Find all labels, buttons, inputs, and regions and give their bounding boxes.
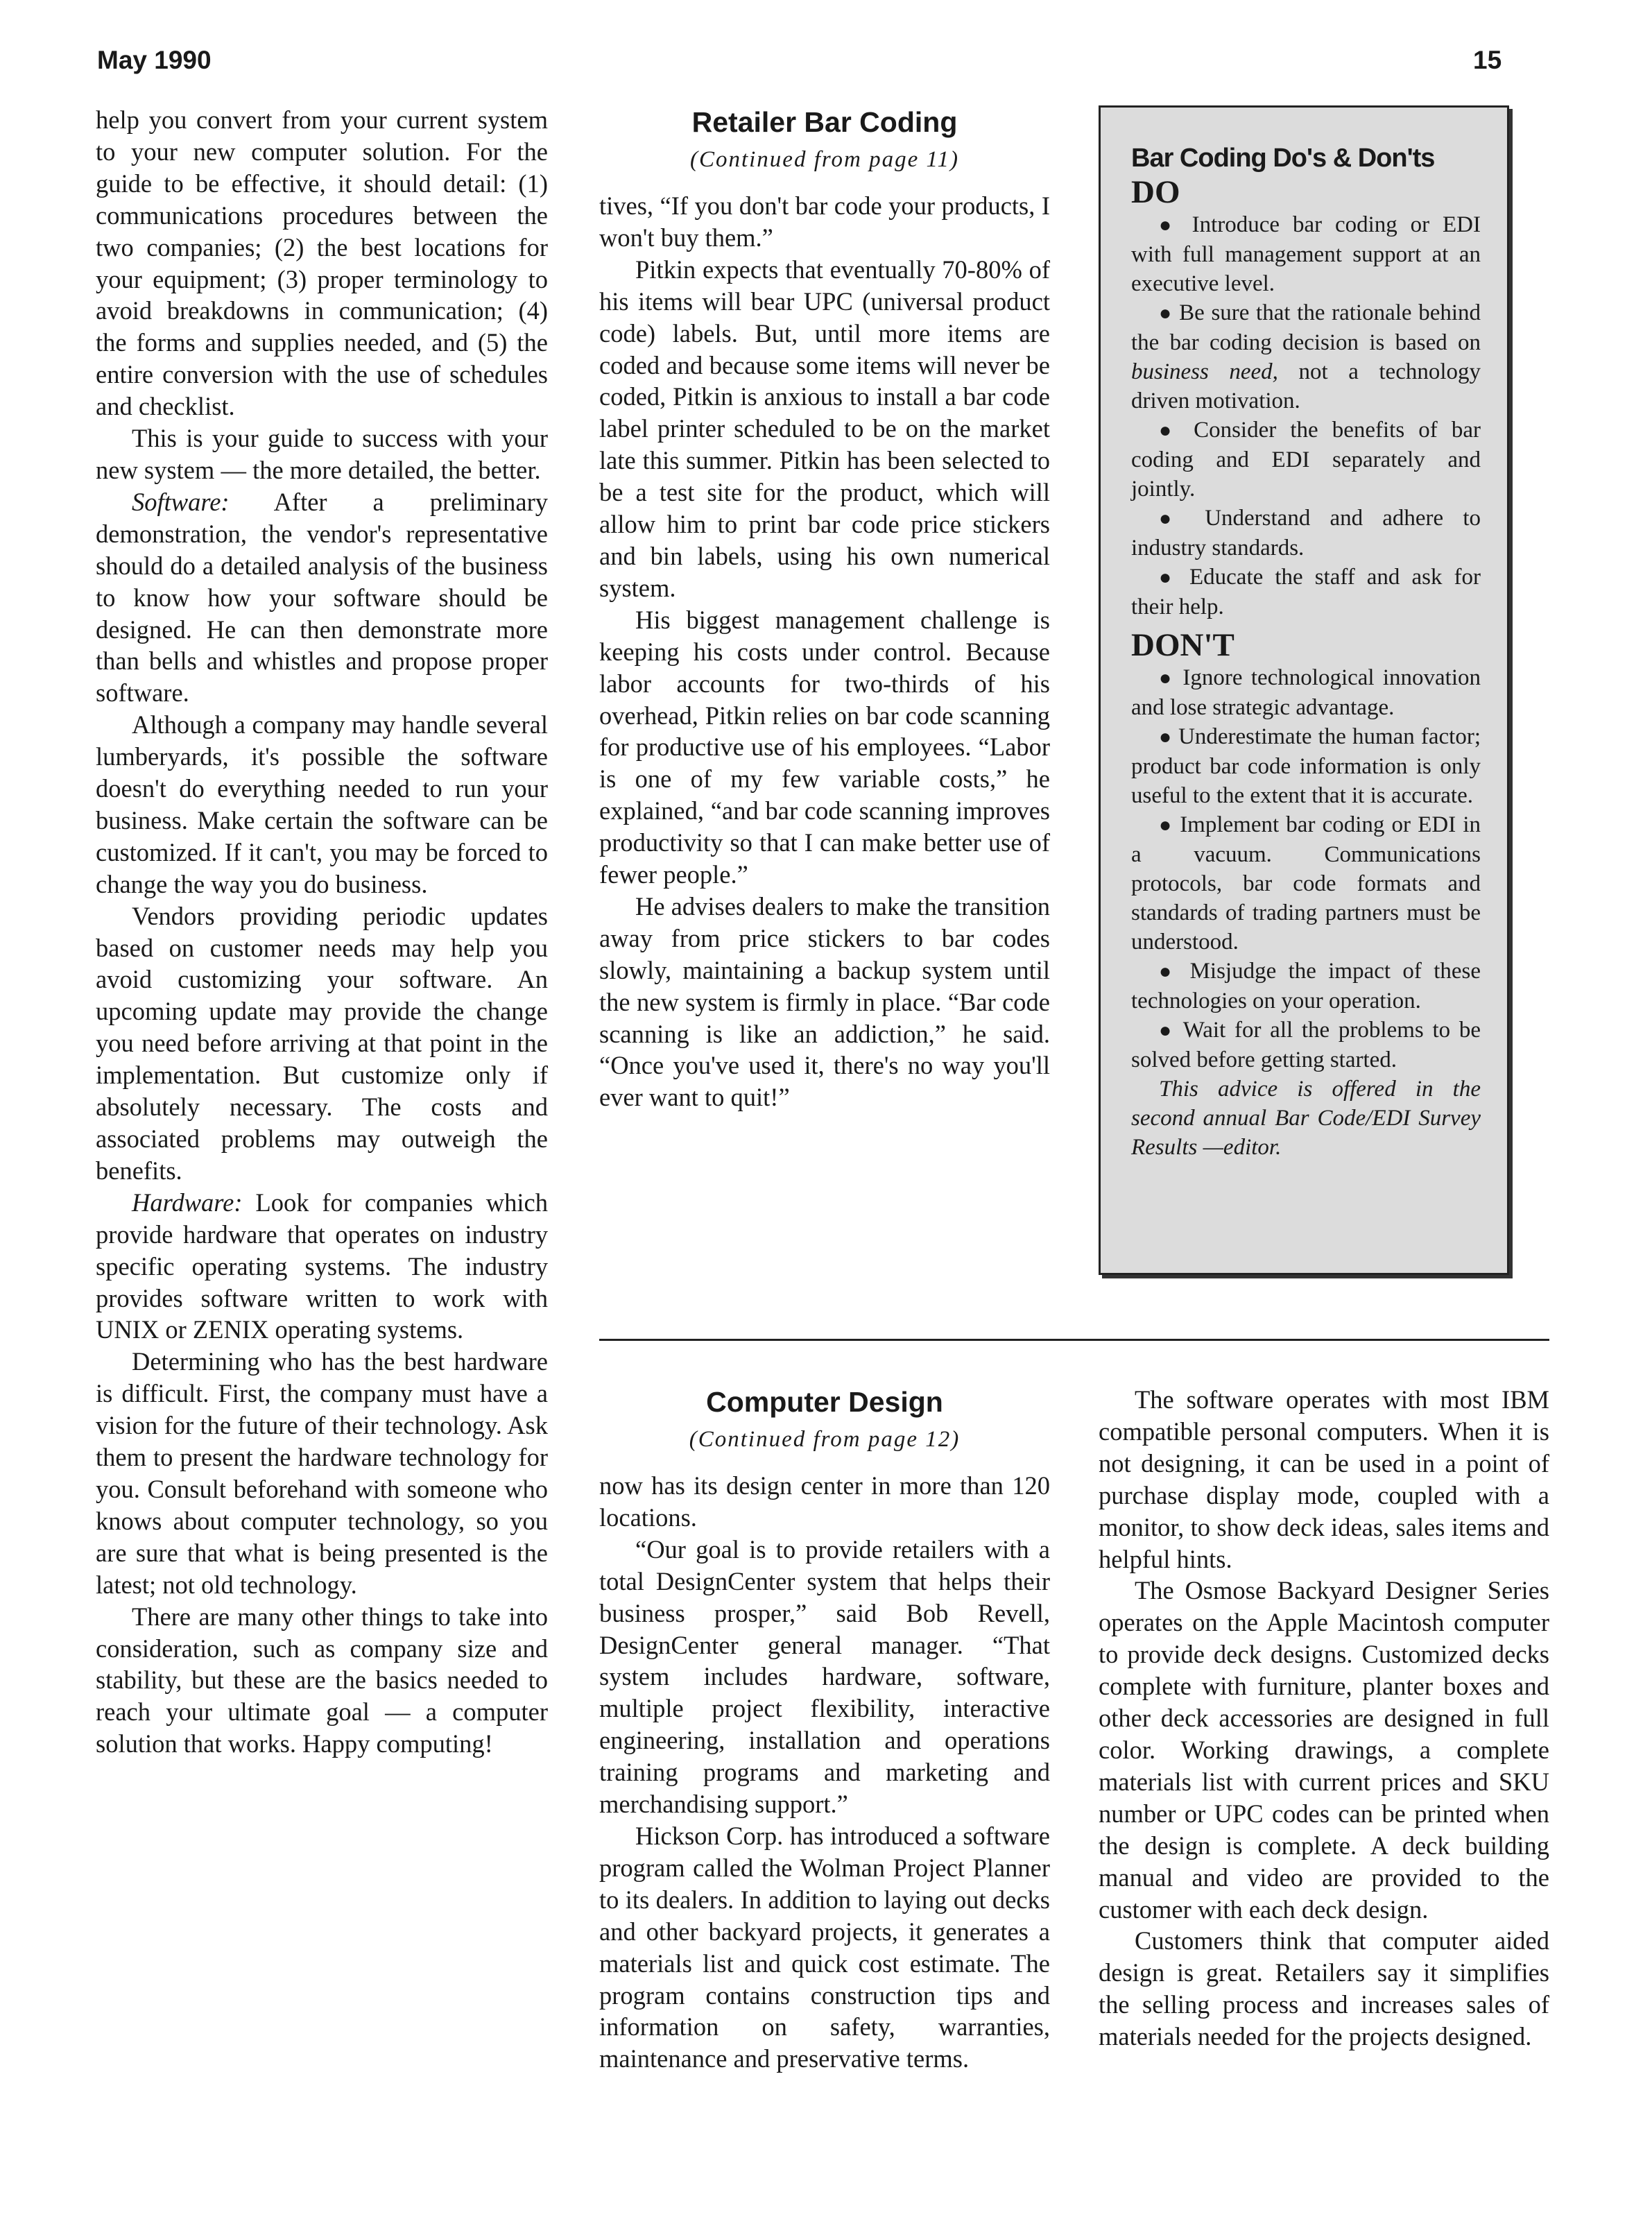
paragraph: His biggest management challenge is keeping his costs under control. Because labor accounts for two-thirds of his overhead, Pitkin relies on bar code scanning for productive use of his employees. “Labor is one of my few variable costs,” he explained, “and bar code scanning improves productivity so that I can make better use of fewer people.” xyxy=(599,605,1050,889)
lead-in-hardware: Hardware: xyxy=(132,1188,243,1217)
paragraph: “Our goal is to provide retailers with a total DesignCenter system that helps their business prosper,” said Bob Revell, DesignCenter general manager. “That system includes hardware, software, multiple project flexibility, interactive engineering, installation and operations training programs and marketing and merchandising support.” xyxy=(599,1534,1050,1819)
dont-item xyxy=(1131,957,1481,1016)
paragraph-software xyxy=(96,486,548,709)
bullet-icon: ● xyxy=(1159,1019,1175,1042)
paragraph: help you convert from your current system to your new computer solution. For the guide to be effective, it should detail: (1) communications procedures between the two companies; (2) the best locations for your equipment; (3) proper terminology to avoid breakdowns in communication; (4) the forms and supplies needed, and (5) the entire conversion with the use of schedules and checklist. xyxy=(96,105,548,421)
do-item xyxy=(1131,298,1481,416)
bullet-icon: ● xyxy=(1159,419,1180,442)
paragraph: The Osmose Backyard Designer Series operates on the Apple Macintosh computer to provide deck designs. Customized decks complete with furniture, planter boxes and other deck accessories are designed in full color. Working drawings, a complete materials list with current prices and SKU number or UPC codes can be printed when the design is complete. A deck building manual and video are provided to the customer with each deck design. xyxy=(1099,1576,1549,1924)
paragraph: Although a company may handle several lumberyards, it's possible the software doesn't do everything needed to run your business. Make certain the software can be customized. If it can't, you may be forced to change the way you do business. xyxy=(96,710,548,898)
dont-item-text: Misjudge the impact of these technologies on your operation. xyxy=(1131,959,1481,1013)
dont-item xyxy=(1131,810,1481,957)
dont-item-text: Wait for all the problems to be solved before getting started. xyxy=(1131,1018,1481,1072)
do-item-text: Educate the staff and ask for their help. xyxy=(1131,565,1481,619)
article-title: Computer Design xyxy=(706,1386,943,1418)
paragraph: Customers think that computer aided design is great. Retailers say it simplifies the selling process and increases sales of materials needed for the projects designed. xyxy=(1099,1926,1549,2051)
do-item xyxy=(1131,416,1481,504)
retailer-article xyxy=(599,104,1050,1113)
article-title: Retailer Bar Coding xyxy=(691,106,958,138)
do-item xyxy=(1131,210,1481,298)
computer-article-continued xyxy=(1099,1384,1549,2053)
paragraph: Determining who has the best hardware is difficult. First, the company must have a vision for the future of their technology. Ask them to present the hardware technology for you. Consult beforehand with someone who knows about computer technology, so you are sure that what is being presented is the latest; not old technology. xyxy=(96,1347,548,1599)
do-item-emphasis: business need, xyxy=(1131,359,1278,384)
paragraph: Pitkin expects that eventually 70-80% of his items will bear UPC (universal product code) labels. But, until more items are coded and because some items will never be coded, Pitkin is anxious to install a bar code label printer scheduled to be on the market late this summer. Pitkin has been selected to be a test site for the product, which will allow him to print bar code price stickers and bin labels, using his own numerical system. xyxy=(599,255,1050,602)
paragraph-text: After a preliminary demonstration, the vendor's representative should do a detailed analysis of the business to know how your software should be designed. He can then demonstrate more than bells and whistles and propose proper software. xyxy=(96,487,548,708)
column-left xyxy=(96,104,548,1760)
bullet-icon: ● xyxy=(1159,667,1175,690)
bullet-icon: ● xyxy=(1159,726,1172,748)
paragraph: There are many other things to take into consideration, such as company size and stability, but these are the basics needed to reach your ultimate goal — a computer solution that works. Happy computing! xyxy=(96,1602,548,1758)
bullet-icon: ● xyxy=(1159,214,1179,237)
bullet-icon: ● xyxy=(1159,302,1173,325)
dont-item-text: Ignore technological innovation and lose strategic advantage. xyxy=(1131,665,1481,720)
do-heading: DO xyxy=(1131,174,1180,210)
bullet-icon: ● xyxy=(1159,814,1173,837)
do-item xyxy=(1131,563,1481,622)
dont-item xyxy=(1131,722,1481,810)
paragraph-hardware xyxy=(96,1187,548,1346)
paragraph: He advises dealers to make the transition away from price stickers to bar codes slowly, maintaining a backup system until the new system is firmly in place. “Bar code scanning is like an addiction,” he said. “Once you've used it, there's no way you'll ever want to quit!” xyxy=(599,891,1051,1112)
continued-note: (Continued from page 12) xyxy=(689,1427,961,1452)
paragraph: Hickson Corp. has introduced a software program called the Wolman Project Planner to its dealers. In addition to laying out decks and other backyard projects, it generates a materials list and quick cost estimate. The program contains construction tips and information on safety, warranties, maintenance and preservative terms. xyxy=(599,1821,1050,2073)
issue-date: May 1990 xyxy=(97,46,212,74)
paragraph: now has its design center in more than 120 locations. xyxy=(599,1471,1050,1532)
do-item-text: Consider the benefits of bar coding and EDI separately and jointly. xyxy=(1131,418,1481,502)
paragraph: Vendors providing periodic updates based on customer needs may help you avoid customizing your software. An upcoming update may provide the change you need before arriving at that point in the implementation. But customize only if absolutely necessary. The costs and associated problems may outweigh the benefits. xyxy=(96,901,548,1185)
paragraph-text: Look for companies which provide hardware that operates on industry specific operating systems. The industry provides software written to work with UNIX or ZENIX operating systems. xyxy=(96,1188,548,1344)
paragraph: This is your guide to success with your new system — the more detailed, the better. xyxy=(96,424,548,484)
dont-heading: DON'T xyxy=(1131,627,1234,663)
do-item-text: Introduce bar coding or EDI with full management support at an executive level. xyxy=(1131,212,1481,296)
bullet-icon: ● xyxy=(1159,960,1178,983)
paragraph: tives, “If you don't bar code your products, I won't buy them.” xyxy=(599,191,1050,252)
do-item-text-tail: not a technology driven motivation. xyxy=(1131,359,1481,413)
sidebar-source-note: This advice is offered in the second annual Bar Code/EDI Survey Results —editor. xyxy=(1131,1077,1481,1160)
bullet-icon: ● xyxy=(1159,507,1186,530)
dont-item-text: Implement bar coding or EDI in a vacuum. Communications protocols, bar code formats and standards of trading partners must be understood. xyxy=(1131,812,1481,954)
do-item-text: Understand and adhere to industry standards. xyxy=(1131,506,1481,560)
sidebar-title: Bar Coding Do's & Don'ts xyxy=(1131,144,1435,173)
do-item xyxy=(1131,504,1481,563)
bullet-icon: ● xyxy=(1159,566,1178,589)
dos-donts-sidebar xyxy=(1099,105,1509,1275)
do-item-text: Be sure that the rationale behind the bar coding decision is based on xyxy=(1131,300,1481,355)
page-number: 15 xyxy=(1473,46,1502,74)
continued-note: (Continued from page 11) xyxy=(689,147,960,172)
section-divider xyxy=(599,1339,1549,1341)
computer-article xyxy=(599,1384,1050,2075)
dont-item xyxy=(1131,1016,1481,1075)
lead-in-software: Software: xyxy=(132,487,230,516)
paragraph: The software operates with most IBM compatible personal computers. When it is not designing, it can be used in a point of purchase display mode, coupled with a monitor, to show deck ideas, sales items and helpful hints. xyxy=(1099,1385,1549,1573)
dont-item xyxy=(1131,663,1481,722)
dont-item-text: Underestimate the human factor; product bar code information is only useful to the extent that it is accurate. xyxy=(1131,724,1481,808)
